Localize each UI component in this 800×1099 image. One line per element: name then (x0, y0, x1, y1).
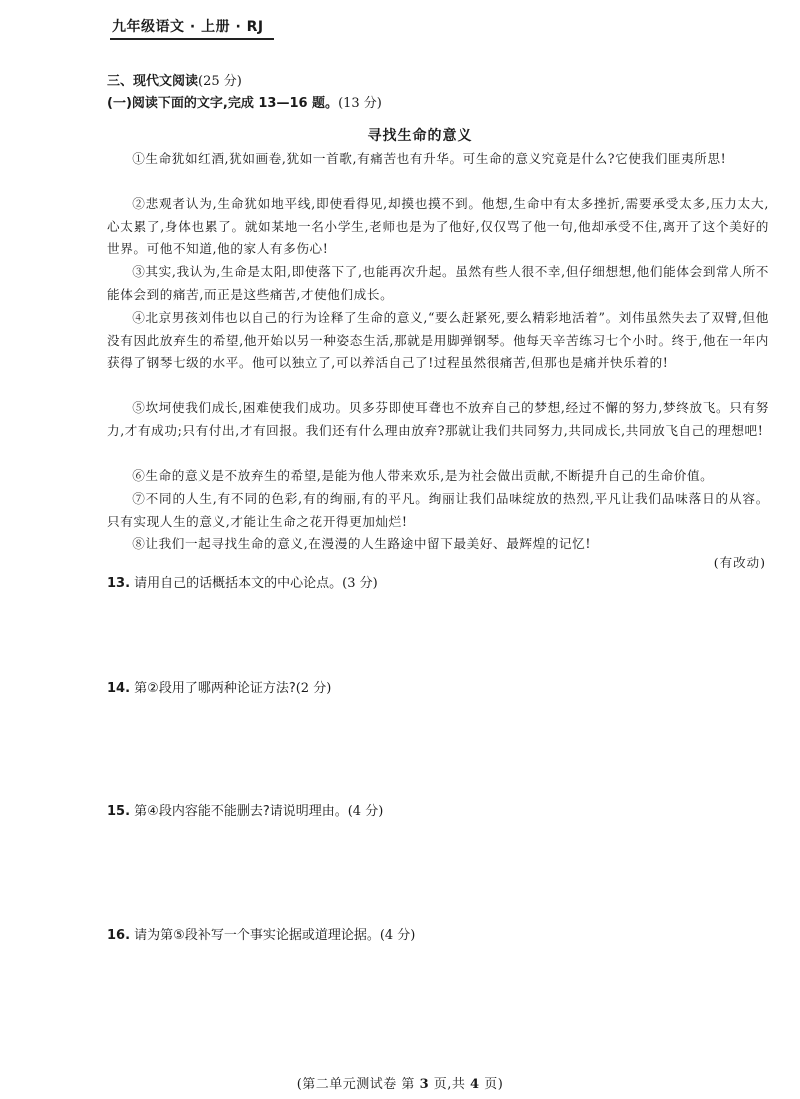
article-paragraph-8: ⑧让我们一起寻找生命的意义,在漫漫的人生路途中留下最美好、最辉煌的记忆! (132, 536, 592, 551)
article-paragraph-4: ④北京男孩刘伟也以自己的行为诠释了生命的意义,“要么赶紧死,要么精彩地活着”。刘伟虽然失去了双臂,但他没有因此放弃生的希望,他开始以另一种姿态生活,那就是用脚弹钢琴。他每天辛苦练习七个小时。终于,他在一年内获得了钢琴七级的水平。他可以独立了,可以养活自己了!过程虽然很痛苦,但那也是痛并快乐着的! (107, 310, 769, 371)
footer-total-pages: 4 (470, 1077, 480, 1092)
question-points: (2 分) (295, 681, 332, 696)
question-13 (107, 572, 769, 591)
article-paragraph-1: ①生命犹如红酒,犹如画卷,犹如一首歌,有痛苦也有升华。可生命的意义究竟是什么?它使我们匪夷所思! (132, 151, 727, 166)
subsection-heading (107, 92, 382, 111)
subsection-points: (13 分) (338, 96, 382, 111)
section-heading (107, 70, 242, 89)
article-paragraph-2: ②悲观者认为,生命犹如地平线,即使看得见,却摸也摸不到。他想,生命中有太多挫折,需要承受太多,压力太大,心太累了,身体也累了。就如某地一名小学生,老师也是为了他好,仅仅骂了他一句,他却承受不住,离开了这个美好的世界。可他不知道,他的家人有多伤心! (107, 196, 769, 257)
subsection-title-text: (一)阅读下面的文字,完成 13—16 题。 (107, 96, 339, 111)
section-points: (25 分) (198, 74, 242, 89)
question-text: 第④段内容能不能删去?请说明理由。 (130, 804, 348, 819)
article-paragraph-3: ③其实,我认为,生命是太阳,即使落下了,也能再次升起。虽然有些人很不幸,但仔细想想,他们能体会到常人所不能体会到的痛苦,而正是这些痛苦,才使他们成长。 (107, 264, 769, 302)
question-number: 13. (107, 576, 131, 591)
article-paragraph-7: ⑦不同的人生,有不同的色彩,有的绚丽,有的平凡。绚丽让我们品味绽放的热烈,平凡让我们品味落日的从容。只有实现人生的意义,才能让生命之花开得更加灿烂! (107, 491, 769, 529)
section-title-text: 三、现代文阅读 (107, 74, 199, 89)
question-14 (107, 677, 769, 696)
question-points: (4 分) (379, 928, 416, 943)
footer-prefix: (第二单元测试卷 第 (296, 1077, 420, 1092)
article-paragraph-5: ⑤坎坷使我们成长,困难使我们成功。贝多芬即使耳聋也不放弃自己的梦想,经过不懈的努力,梦终放飞。只有努力,才有成功;只有付出,才有回报。我们还有什么理由放弃?那就让我们共同努力,共同成长,共同放飞自己的理想吧! (107, 400, 769, 438)
question-number: 15. (107, 804, 131, 819)
question-points: (3 分) (342, 576, 378, 591)
footer-suffix: 页) (479, 1077, 504, 1092)
answer-area-15[interactable] (107, 824, 769, 922)
footer-middle: 页,共 (429, 1077, 471, 1092)
answer-area-14[interactable] (107, 700, 769, 796)
footer-page-number: 3 (419, 1077, 430, 1092)
answer-area-13[interactable] (107, 596, 769, 670)
question-16 (107, 924, 769, 943)
question-number: 14. (107, 681, 131, 696)
book-header-tag: 九年级语文 · 上册 · RJ (112, 19, 264, 35)
question-points: (4 分) (347, 804, 384, 819)
article-title: 寻找生命的意义 (367, 128, 473, 144)
question-text: 第②段用了哪两种论证方法? (130, 681, 296, 696)
answer-area-16[interactable] (107, 948, 769, 1058)
source-note: (有改动) (713, 555, 766, 570)
page-footer (0, 1073, 800, 1092)
question-text: 请为第⑤段补写一个事实论据或道理论据。 (130, 928, 380, 943)
question-15 (107, 800, 769, 819)
question-text: 请用自己的话概括本文的中心论点。 (130, 576, 343, 591)
header-underline (110, 38, 274, 40)
question-number: 16. (107, 928, 131, 943)
article-paragraph-6: ⑥生命的意义是不放弃生的希望,是能为他人带来欢乐,是为社会做出贡献,不断提升自己的生命价值。 (132, 468, 714, 483)
